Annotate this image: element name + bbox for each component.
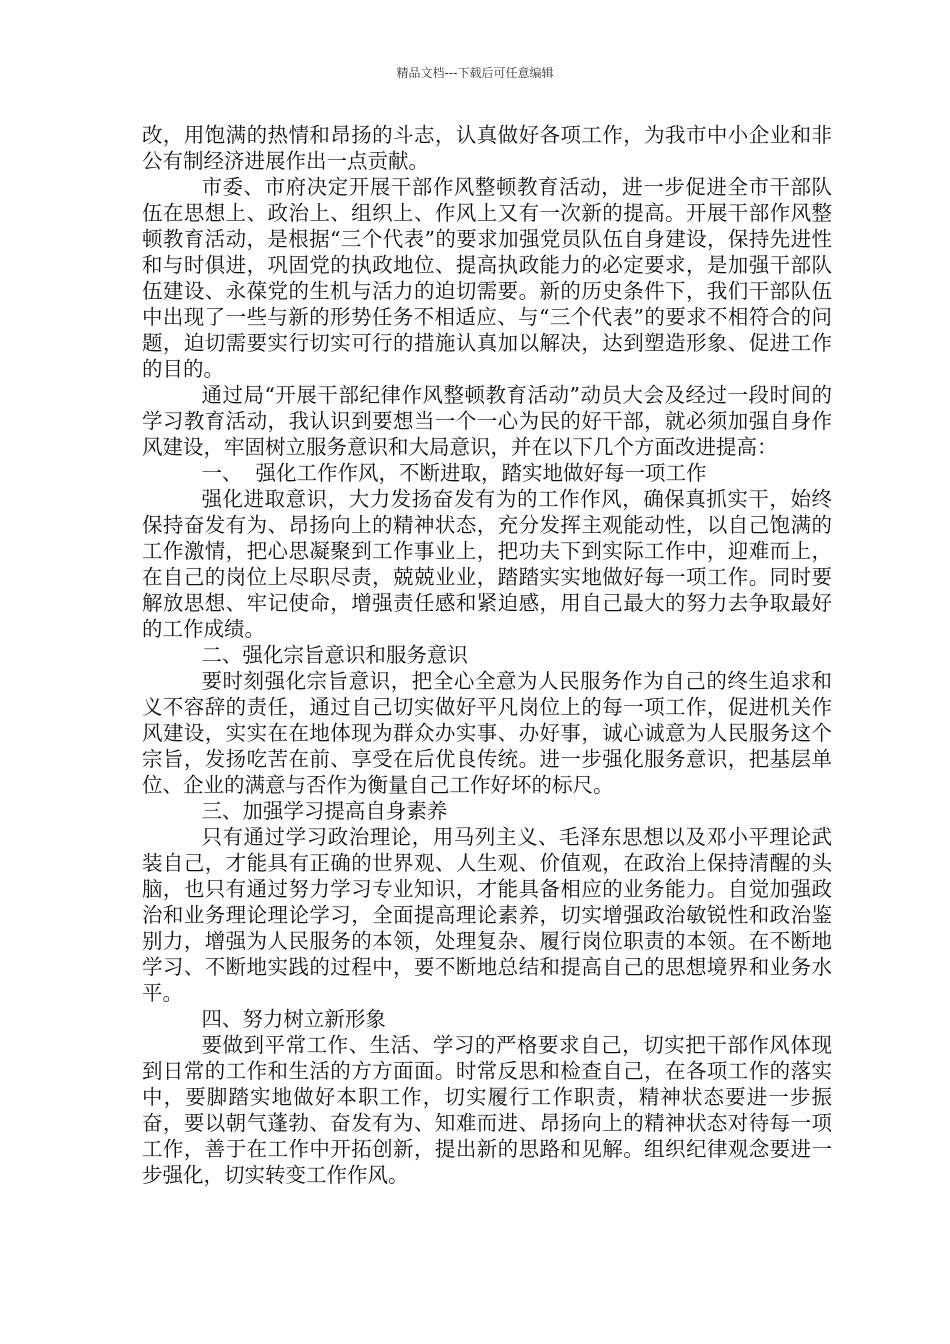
section-heading-3: 三、加强学习提高自身素养 (201, 799, 448, 823)
section-heading-2: 二、强化宗旨意识和服务意识 (201, 643, 468, 667)
section-heading-4: 四、努力树立新形象 (201, 1007, 386, 1031)
paragraph-2: 市委、市府决定开展干部作风整顿教育活动，进一步促进全市干部队伍在思想上、政治上、组织上、作风上又有一次新的提高。开展干部作风整顿教育活动，是根据“三个代表”的要求加强党员队伍自身建设，保持先进性和与时俱进，巩固党的执政地位、提高执政能力的必定要求，是加强干部队伍建设、永葆党的生机与活力的迫切需要。新的历史条件下，我们干部队伍中出现了一些与新的形势任务不相适应、与“三个代表”的要求不相符合的问题，迫切需要实行切实可行的措施认真加以解决，达到塑造形象、促进工作的目的。 (142, 175, 832, 381)
paragraph-5: 要时刻强化宗旨意识，把全心全意为人民服务作为自己的终生追求和义不容辞的责任，通过自己切实做好平凡岗位上的每一项工作，促进机关作风建设，实实在在地体现为群众办实事、办好事，诚心诚意为人民服务这个宗旨，发扬吃苦在前、享受在后优良传统。进一步强化服务意识，把基层单位、企业的满意与否作为衡量自己工作好坏的标尺。 (142, 669, 832, 797)
paragraph-1: 改，用饱满的热情和昂扬的斗志，认真做好各项工作，为我市中小企业和非公有制经济进展作出一点贡献。 (142, 123, 832, 173)
page-header: 精品文档---下载后可任意编辑 (396, 66, 554, 80)
document-body (142, 122, 832, 1188)
section-heading-1: 一、 强化工作作风，不断进取，踏实地做好每一项工作 (201, 461, 707, 485)
paragraph-3: 通过局“开展干部纪律作风整顿教育活动”动员大会及经过一段时间的学习教育活动，我认识到要想当一个一心为民的好干部，就必须加强自身作风建设，牢固树立服务意识和大局意识，并在以下几个方面改进提高： (142, 383, 832, 459)
paragraph-7: 要做到平常工作、生活、学习的严格要求自己，切实把干部作风体现到日常的工作和生活的方方面面。时常反思和检查自己，在各项工作的落实中，要脚踏实地做好本职工作，切实履行工作职责，精神状态要进一步振奋，要以朝气蓬勃、奋发有为、知难而进、昂扬向上的精神状态对待每一项工作，善于在工作中开拓创新，提出新的思路和见解。组织纪律观念要进一步强化，切实转变工作作风。 (142, 1033, 832, 1187)
paragraph-4: 强化进取意识，大力发扬奋发有为的工作作风，确保真抓实干，始终保持奋发有为、昂扬向上的精神状态，充分发挥主观能动性，以自己饱满的工作激情，把心思凝聚到工作事业上，把功夫下到实际工作中，迎难而上，在自己的岗位上尽职尽责，兢兢业业，踏踏实实地做好每一项工作。同时要解放思想、牢记使命，增强责任感和紧迫感，用自己最大的努力去争取最好的工作成绩。 (142, 487, 832, 641)
paragraph-6: 只有通过学习政治理论，用马列主义、毛泽东思想以及邓小平理论武装自己，才能具有正确的世界观、人生观、价值观，在政治上保持清醒的头脑，也只有通过努力学习专业知识，才能具备相应的业务能力。自觉加强政治和业务理论理论学习，全面提高理论素养，切实增强政治敏锐性和政治鉴别力，增强为人民服务的本领，处理复杂、履行岗位职责的本领。在不断地学习、不断地实践的过程中，要不断地总结和提高自己的思想境界和业务水平。 (142, 825, 832, 1005)
